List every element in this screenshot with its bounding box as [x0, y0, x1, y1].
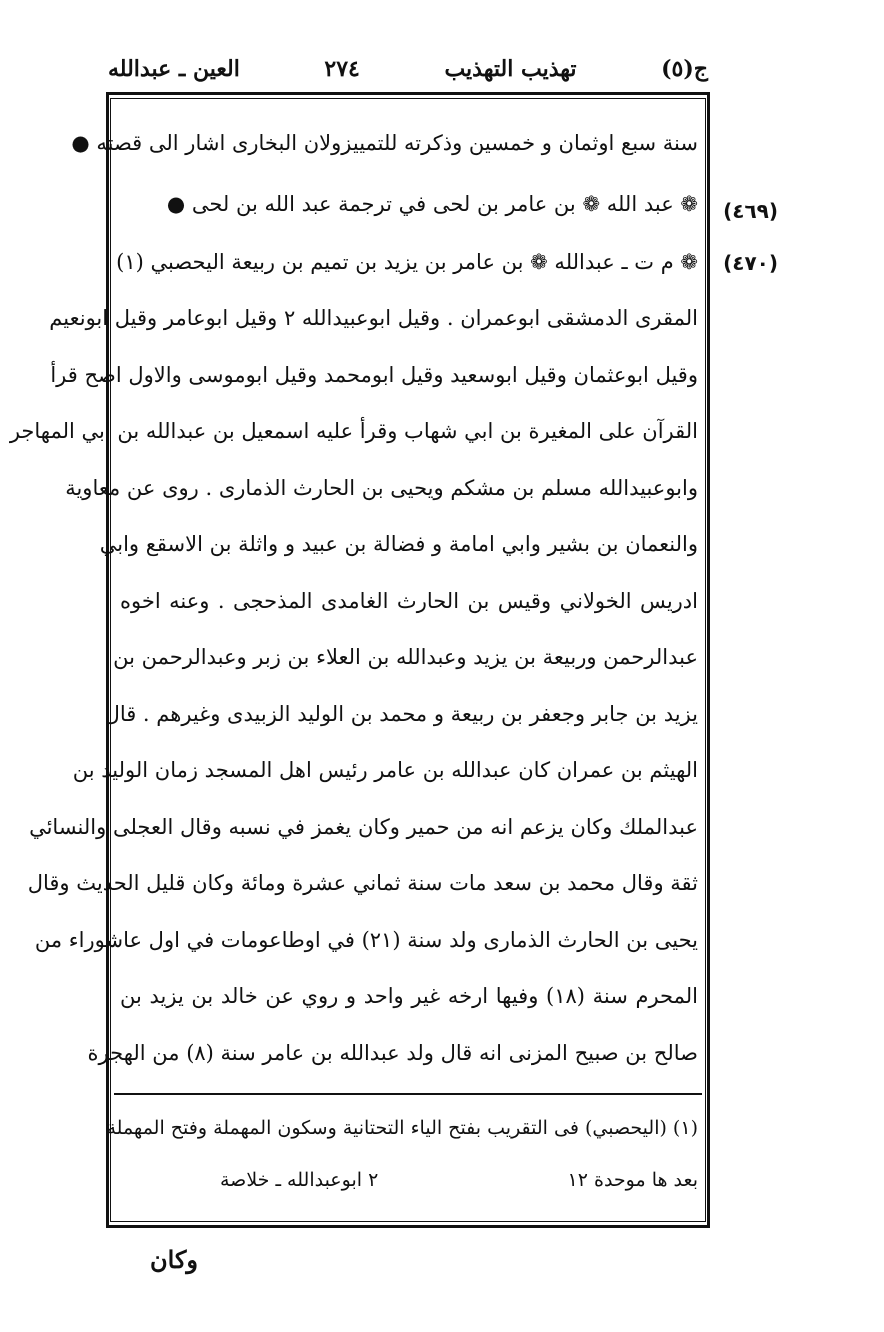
body-line-3: ❁ م ت ـ عبدالله ❁ بن عامر بن يزيد بن تميم بن ربيعة اليحصبي (١) — [116, 250, 698, 274]
body-line-6: القرآن على المغيرة بن ابي شهاب وقرأ عليه اسمعيل بن عبدالله بن ابي المهاجر — [9, 419, 698, 443]
body-line-9: ادريس الخولاني وقيس بن الحارث الغامدى المذحجى . وعنه اخوه — [120, 589, 698, 613]
volume-label: ج(٥) — [661, 56, 708, 82]
body-line-4: المقرى الدمشقى ابوعمران . وقيل ابوعبيدالله ٢ وقيل ابوعامر وقيل ابونعيم — [49, 306, 698, 330]
footnote-line-2-left: ٢ ابوعبدالله ـ خلاصة — [220, 1169, 379, 1191]
body-line-5: وقيل ابوعثمان وقيل ابوسعيد وقيل ابومحمد وقيل ابوموسى والاول اصح قرأ — [50, 363, 698, 387]
body-line-8: والنعمان بن بشير وابي امامة و فضالة بن عبيد و واثلة بن الاسقع وابي — [99, 532, 698, 556]
body-line-11: يزيد بن جابر وجعفر بن ربيعة و محمد بن الوليد الزبيدى وغيرهم . قال — [104, 702, 698, 726]
body-line-17: صالح بن صبيح المزنى انه قال ولد عبدالله بن عامر سنة (٨) من الهجرة — [87, 1041, 698, 1065]
body-line-12: الهيثم بن عمران كان عبدالله بن عامر رئيس اهل المسجد زمان الوليد بن — [72, 758, 698, 782]
entry-number-469: (٤٦٩) — [723, 199, 778, 223]
footnote-separator — [114, 1093, 702, 1095]
catchword: وكان — [150, 1245, 198, 1274]
body-line-14: ثقة وقال محمد بن سعد مات سنة ثماني عشرة ومائة وكان قليل الحديث وقال — [27, 871, 698, 895]
footnote-line-2-right: بعد ها موحدة ١٢ — [567, 1169, 698, 1191]
page-number: ٢٧٤ — [324, 56, 360, 82]
body-line-2: ❁ عبد الله ❁ بن عامر بن لحى في ترجمة عبد الله بن لحى ● — [166, 192, 698, 216]
body-line-7: وابوعبيدالله مسلم بن مشكم ويحيى بن الحارث الذمارى . روى عن معاوية — [65, 476, 698, 500]
footnote-line-1: (١) (اليحصبي) فى التقريب بفتح الياء التحتانية وسكون المهملة وفتح المهملة — [106, 1117, 698, 1139]
body-line-1: سنة سبع اوثمان و خمسين وذكرته للتمييزولان البخارى اشار الى قصته ● — [71, 131, 698, 155]
body-line-10: عبدالرحمن وربيعة بن يزيد وعبدالله بن العلاء بن زبر وعبدالرحمن بن — [113, 645, 698, 669]
body-line-16: المحرم سنة (١٨) وفيها ارخه غير واحد و روي عن خالد بن يزيد بن — [120, 984, 698, 1008]
section-title: العين ـ عبدالله — [108, 56, 240, 82]
running-header — [108, 46, 708, 92]
body-line-15: يحيى بن الحارث الذمارى ولد سنة (٢١) في اوطاعومات في اول عاشوراء من — [34, 928, 698, 952]
body-line-13: عبدالملك وكان يزعم انه من حمير وكان يغمز في نسبه وقال العجلى والنسائي — [29, 815, 698, 839]
entry-number-470: (٤٧٠) — [723, 251, 778, 275]
book-title: تهذيب التهذيب — [444, 56, 577, 82]
footnote-line-2 — [120, 1160, 698, 1200]
